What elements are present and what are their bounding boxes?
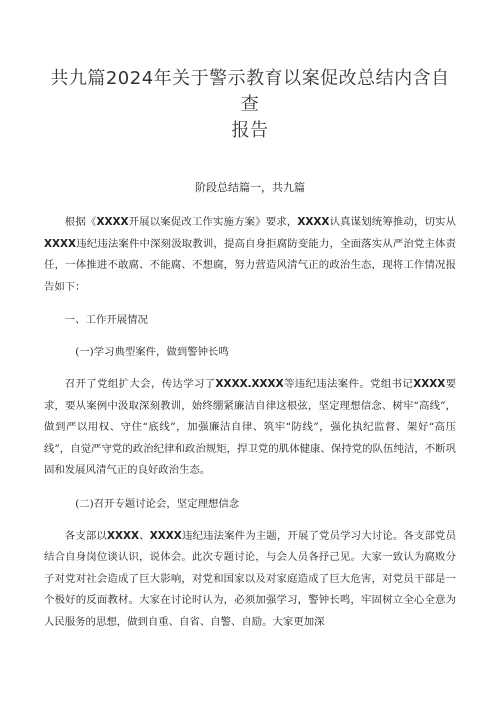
title-line-1: 共九篇2024年关于警示教育以案促改总结内含自查 xyxy=(50,68,450,115)
paragraph-party-meeting: 召开了党组扩大会，传达学习了XXXX.XXXX等违纪违法案件。党组书记XXXX要求，要从案例中汲取深刻教训，始终绷紧廉洁自律这根弦，坚定理想信念、树牢“高线”，做到严以用权、守住“底线”，加强廉洁自律、筑牢“防线”，强化执纪监督、架好“高压线”，自觉严守党的政治纪律和政治规矩，捍卫党的肌体健康、保持党的队伍纯洁，不断巩固和发展风清气正的良好政治生态。 xyxy=(44,378,457,476)
document-title xyxy=(44,66,456,144)
heading-work-status: 一、工作开展情况 xyxy=(64,314,148,326)
intro-paragraph: 根据《XXXX开展以案促改工作实施方案》要求，XXXX认真谋划统筹推动，切实从XXXX违纪违法案件中深刻汲取教训，提高自身拒腐防变能力，全面落实从严治党主体责任，一体推进不敢腐、不能腐、不想腐，努力营造风清气正的政治生态，现将工作情况报告如下： xyxy=(44,216,456,293)
title-line-2: 报告 xyxy=(231,120,269,141)
paragraph-discussion: 各支部以XXXX、XXXX违纪违法案件为主题，开展了党员学习大讨论。各支部党员结合自身岗位谈认识，说体会。此次专题讨论，与会人员各抒己见。大家一致认为腐败分子对党对社会造成了巨大影响，对党和国家以及对家庭造成了巨大危害，对党员干部是一个极好的反面教材。大家在讨论时认为，必须加强学习，警钟长鸣，牢固树立全心全意为人民服务的思想，做到自重、自省、自警、自励。大家更加深 xyxy=(44,529,456,628)
section-subtitle: 阶段总结篇一，共九篇 xyxy=(195,181,305,194)
subheading-study-cases: (一)学习典型案件，做到警钟长鸣 xyxy=(75,346,229,358)
subheading-discussion: (二)召开专题讨论会，坚定理想信念 xyxy=(75,497,240,510)
